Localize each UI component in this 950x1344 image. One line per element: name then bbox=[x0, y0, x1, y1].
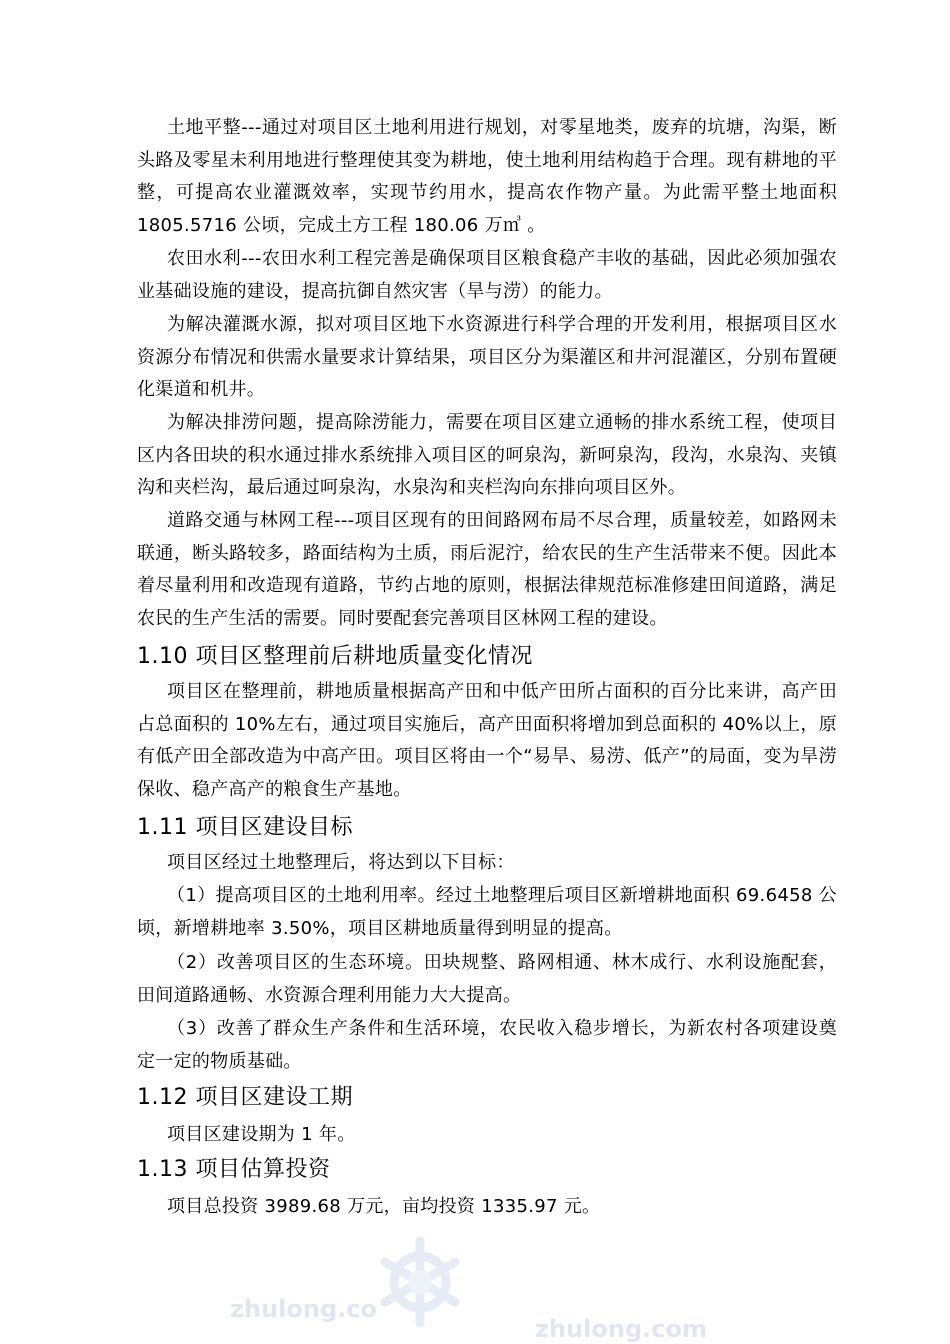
watermark-text-right: zhulong.com bbox=[535, 1315, 707, 1343]
list-item-goal-3: （3）改善了群众生产条件和生活环境，农民收入稳步增长，为新农村各项建设奠定一定的物质基础。 bbox=[137, 1018, 837, 1072]
heading-1-13: 1.13 项目估算投资 bbox=[137, 1157, 331, 1182]
paragraph-irrigation: 农田水利---农田水利工程完善是确保项目区粮食稳产丰收的基础，因此必须加强农业基础设施的建设，提高抗御自然灾害（旱与涝）的能力。 bbox=[137, 248, 837, 302]
heading-1-11: 1.11 项目区建设目标 bbox=[137, 815, 353, 840]
paragraph-land-leveling: 土地平整---通过对项目区土地利用进行规划，对零星地类，废弃的坑塘，沟渠，断头路及零星未利用地进行整理使其变为耕地，使土地利用结构趋于合理。现有耕地的平整，可提高农业灌溉效率，实现节约用水，提高农作物产量。为此需平整土地面积 1805.5716 公顷，完成土方工程 180.06 万㎥ 。 bbox=[137, 117, 837, 236]
heading-1-10: 1.10 项目区整理前后耕地质量变化情况 bbox=[137, 644, 533, 669]
paragraph-construction-period: 项目区建设期为 1 年。 bbox=[167, 1124, 356, 1145]
paragraph-drainage: 为解决排涝问题，提高除涝能力，需要在项目区建立通畅的排水系统工程，使项目区内各田块的积水通过排水系统排入项目区的呵泉沟，新呵泉沟，段沟，水泉沟、夹镇沟和夹栏沟，最后通过呵泉沟，水泉沟和夹栏沟向东排向项目区外。 bbox=[137, 412, 837, 498]
snowflake-logo-icon bbox=[365, 1235, 475, 1330]
watermark-text-left: zhulong.co bbox=[230, 1295, 377, 1323]
paragraph-quality-change: 项目区在整理前，耕地质量根据高产田和中低产田所占面积的百分比来讲，高产田占总面积的 10%左右，通过项目实施后，高产田面积将增加到总面积的 40%以上，原有低产田全部改造为中高产田。项目区将由一个“易旱、易涝、低产”的局面，变为旱涝保收、稳产高产的粮食生产基地。 bbox=[137, 681, 837, 800]
list-item-goal-2: （2）改善项目区的生态环境。田块规整、路网相通、林木成行、水利设施配套，田间道路通畅、水资源合理利用能力大大提高。 bbox=[137, 952, 837, 1006]
paragraph-water-source: 为解决灌溉水源，拟对项目区地下水资源进行科学合理的开发利用，根据项目区水资源分布情况和供需水量要求计算结果，项目区分为渠灌区和井河混灌区，分别布置硬化渠道和机井。 bbox=[137, 314, 837, 400]
paragraph-goals-intro: 项目区经过土地整理后，将达到以下目标： bbox=[167, 852, 515, 873]
paragraph-roads-forest: 道路交通与林网工程---项目区现有的田间路网布局不尽合理，质量较差，如路网未联通，断头路较多，路面结构为土质，雨后泥泞，给农民的生产生活带来不便。因此本着尽量利用和改造现有道路，节约占地的原则，根据法律规范标准修建田间道路，满足农民的生产生活的需要。同时要配套完善项目区林网工程的建设。 bbox=[137, 510, 837, 629]
paragraph-investment: 项目总投资 3989.68 万元，亩均投资 1335.97 元。 bbox=[167, 1196, 601, 1217]
heading-1-12: 1.12 项目区建设工期 bbox=[137, 1085, 353, 1110]
watermark bbox=[0, 1235, 950, 1344]
list-item-goal-1: （1）提高项目区的土地利用率。经过土地整理后项目区新增耕地面积 69.6458 公顷，新增耕地率 3.50%，项目区耕地质量得到明显的提高。 bbox=[137, 885, 837, 939]
